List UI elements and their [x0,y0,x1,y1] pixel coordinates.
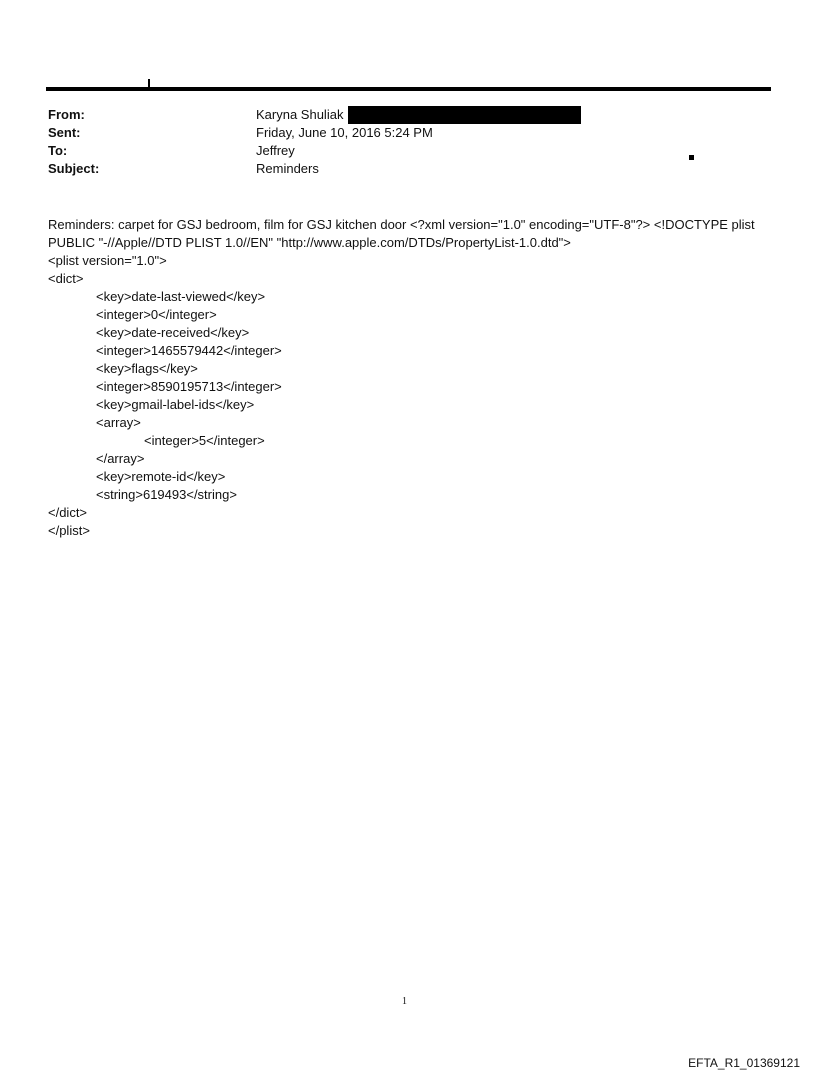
sent-value: Friday, June 10, 2016 5:24 PM [256,125,433,140]
to-label: To: [48,143,68,158]
from-value: Karyna Shuliak [256,107,344,122]
body-line: </plist> [48,523,90,538]
body-line: <key>flags</key> [96,361,198,376]
sent-label: Sent: [48,125,81,140]
body-line: <string>619493</string> [96,487,237,502]
redaction-bar [348,106,581,124]
body-line: <key>date-received</key> [96,325,250,340]
body-line: PUBLIC "-//Apple//DTD PLIST 1.0//EN" "http://www.apple.com/DTDs/PropertyList-1.0.dtd"> [48,235,571,250]
subject-label: Subject: [48,161,100,176]
body-line: </array> [96,451,145,466]
header-rule [46,87,771,91]
body-line: <key>gmail-label-ids</key> [96,397,255,412]
body-line: <integer>0</integer> [96,307,217,322]
body-line: <integer>5</integer> [144,433,265,448]
to-value: Jeffrey [256,143,295,158]
stray-mark [689,155,694,160]
body-line: <integer>1465579442</integer> [96,343,282,358]
page-number: 1 [402,996,407,1007]
body-line: <plist version="1.0"> [48,253,167,268]
body-line: <dict> [48,271,84,286]
body-line: <integer>8590195713</integer> [96,379,282,394]
body-line: </dict> [48,505,88,520]
body-line: <array> [96,415,141,430]
body-line: <key>date-last-viewed</key> [96,289,266,304]
message-body [48,216,776,540]
from-label: From: [48,107,85,122]
body-line: Reminders: carpet for GSJ bedroom, film for GSJ kitchen door <?xml version="1.0" encoding="UTF-8"?> <!DOCTYPE plist [48,217,755,232]
body-line: <key>remote-id</key> [96,469,226,484]
subject-value: Reminders [256,161,319,176]
bates-number: EFTA_R1_01369121 [688,1056,800,1070]
